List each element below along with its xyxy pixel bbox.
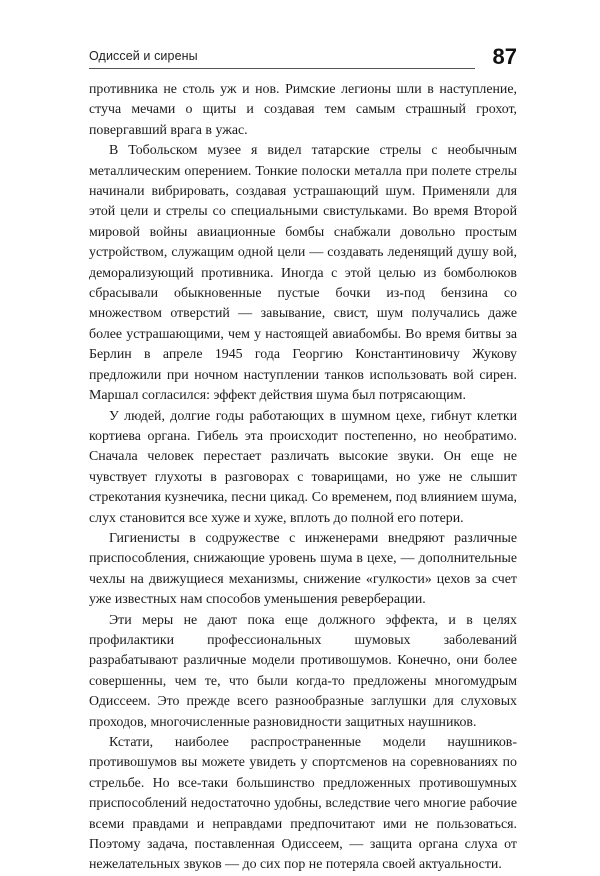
page-header: [89, 40, 517, 74]
paragraph-measures: Эти меры не дают пока еще должного эффекта, и в целях профилактики профессиональных шумовых заболеваний разрабатывают различные модели противошумов. Конечно, они более совершенны, чем те, что были когда-то предложены многомудрым Одиссеем. Это прежде всего разнообразные заглушки для слуховых проходов, многочисленные разновидности защитных наушников.: [89, 612, 517, 730]
body-text: [89, 80, 517, 876]
paragraph-hygienists: Гигиенисты в содружестве с инженерами внедряют различные приспособления, снижающие уровень шума в цехе, — дополнительные чехлы на движущиеся механизмы, снижение «гулкости» цехов за счет уже известных нам способов уменьшения реверберации.: [89, 530, 517, 608]
paragraph-tobolsk-arrows: В Тобольском музее я видел татарские стрелы с необычным металлическим оперением. Тонкие полоски металла при полете стрелы начинали вибрировать, создавая устрашающий шум. Применяли для этой цели и стрелы со специальными свистульками. Во время Второй мировой войны авиационные бомбы снабжали довольно простым устройством, служащим одной цели — создавать леденящий душу вой, деморализующий противника. Иногда с этой целью из бомболюков сбрасывали обыкновенные пустые бочки из-под бензина со множеством отверстий — завывание, свист, шум получались даже более устрашающими, чем у настоящей авиабомбы. Во время битвы за Берлин в апреле 1945 года Георгию Константиновичу Жукову предложили при ночном наступлении танков использовать вой сирен. Маршал согласился: эффект действия шума был потрясающим.: [89, 143, 517, 404]
page-number: 87: [492, 44, 517, 69]
header-rule: [89, 68, 475, 69]
paragraph-hearing-loss: У людей, долгие годы работающих в шумном цехе, гибнут клетки кортиева органа. Гибель эта происходит постепенно, но необратимо. Сначала человек перестает различать высокие звуки. Он еще не чувствует глухоты в разговорах с товарищами, но уже не слышит стрекотания кузнечика, песни цикад. Со временем, под влиянием шума, слух становится все хуже и хуже, вплоть до полной его потери.: [89, 408, 517, 526]
running-title: Одиссей и сирены: [89, 49, 198, 63]
paragraph-continuation: противника не столь уж и нов. Римские легионы шли в наступление, стуча мечами о щиты и создавая тем самым страшный грохот, повергавший врага в ужас.: [89, 82, 517, 138]
paragraph-headphones: Кстати, наиболее распространенные модели наушников-противошумов вы можете увидеть у спортсменов на соревнованиях по стрельбе. Но все-таки большинство предложенных противошумных приспособлений недостаточно удобны, вследствие чего многие рабочие всеми правдами и неправдами предпочитают ими не пользоваться. Поэтому задача, поставленная Одиссеем, — защита органа слуха от нежелательных звуков — до сих пор не потеряла своей актуальности.: [89, 735, 517, 873]
